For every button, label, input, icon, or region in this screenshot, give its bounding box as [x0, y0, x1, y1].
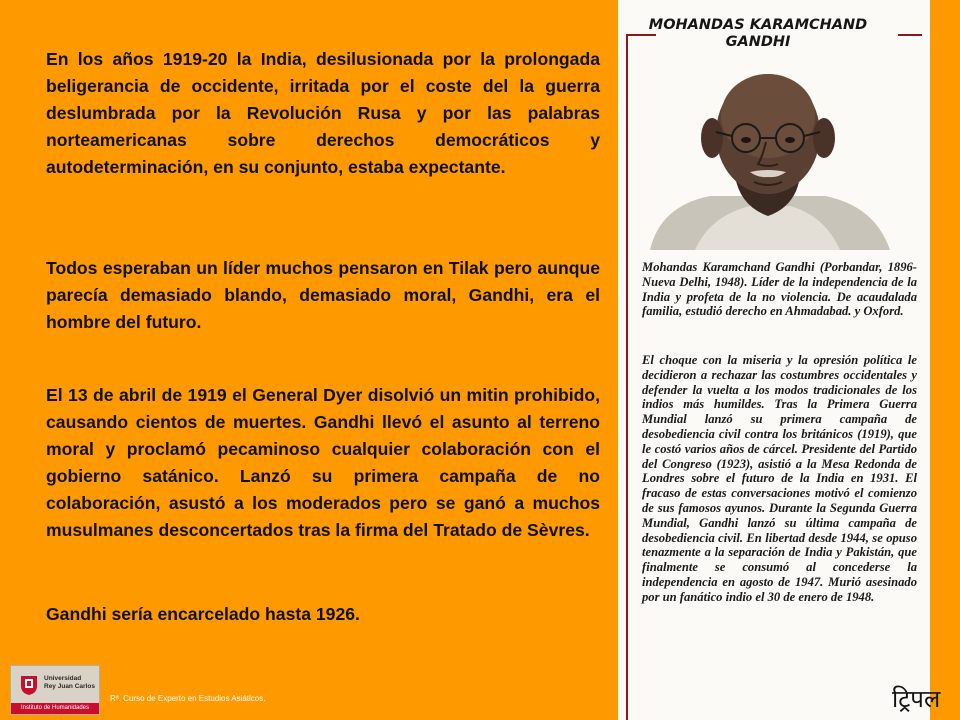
university-name — [44, 675, 100, 691]
card-title — [648, 17, 868, 51]
paragraph-india-1919: En los años 1919-20 la India, desilusionada por la prolongada beligerancia de occidente, irritada por el coste del la guerra deslumbrada por la Revolución Rusa y por las palabras norteamericanas sobre derechos democráticos y autodeterminación, en su conjunto, estaba expectante. — [46, 49, 600, 177]
paragraph-amritsar: El 13 de abril de 1919 el General Dyer disolvió un mitin prohibido, causando cientos de muertes. Gandhi llevó el asunto al terreno moral y proclamó pecaminoso cualquier colaboración con el gobierno satánico. Lanzó su primera campaña de no colaboración, asustó a los moderados pero se ganó a muchos musulmanes desconcertados tras la firma del Tratado de Sèvres. — [46, 385, 600, 540]
biography-part2: El choque con la miseria y la opresión política le decidieron a rechazar las costumbres occidentales y defender la vuelta a los modos tradicionales de los indios más humildes. Tras la Primera Guerra Mundial lanzó su primera campaña de desobediencia civil contra los británicos (1919), que le costó varios años de cárcel. Presidente del Partido del Congreso (1923), asistió a la Mesa Redonda de Londres sobre el futuro de la India en 1931. El fracaso de estas conversaciones motivó el comienzo de sus famosos ayunos. Durante la Segunda Guerra Mundial, Gandhi lanzó su última campaña de desobediencia civil. En libertad desde 1944, se opuso tenazmente a la separación de India y Pakistán, que finalmente se consumó al concederse la independencia en agosto de 1947. Murió asesinado por un fanático indio el 30 de enero de 1948. — [642, 353, 917, 604]
institute-label: Instituto de Humanidades — [11, 703, 99, 714]
gandhi-portrait — [640, 56, 895, 250]
biography-card — [618, 0, 930, 720]
university-line1: Universidad — [44, 675, 82, 682]
paragraph-leader: Todos esperaban un líder muchos pensaron en Tilak pero aunque parecía demasiado blando, demasiado moral, Gandhi, era el hombre del futuro. — [46, 258, 600, 332]
university-logo — [10, 665, 100, 715]
university-crest-icon — [19, 674, 39, 696]
card-title-line2: GANDHI — [725, 34, 791, 50]
biography-part1: Mohandas Karamchand Gandhi (Porbandar, 1896-Nueva Delhi, 1948). Líder de la independencia de la India y profeta de la no violencia. De acaudalada familia, estudió derecho en Ahmadabad. y Oxford. — [642, 260, 917, 319]
paragraph-imprisonment: Gandhi sería encarcelado hasta 1926. — [46, 604, 360, 624]
corner-devanagari-text: ट्रिपल — [892, 685, 941, 713]
university-line2: Rey Juan Carlos — [44, 683, 95, 690]
card-left-rule — [626, 34, 628, 720]
footer-course: Rª. Curso de Experto en Estudios Asiáticos. — [110, 694, 266, 703]
card-top-rule-right — [898, 34, 922, 36]
card-title-line1: MOHANDAS KARAMCHAND — [648, 17, 868, 33]
